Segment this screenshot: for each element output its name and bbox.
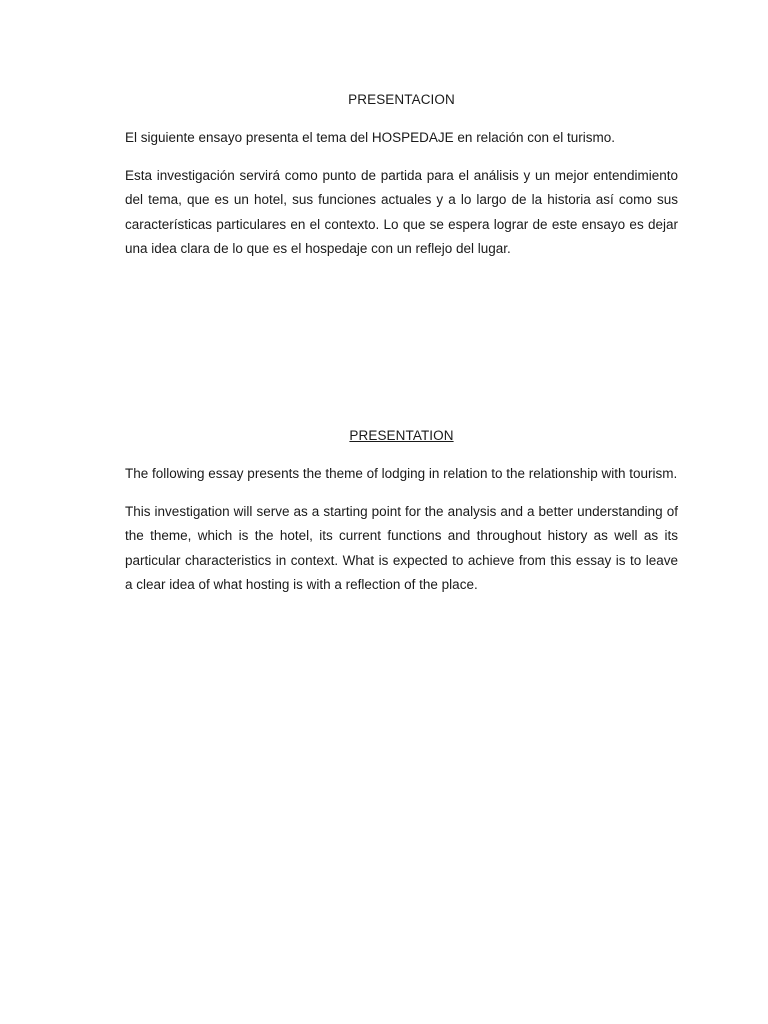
english-paragraph-1: The following essay presents the theme of lodging in relation to the relationship with tourism. <box>125 466 678 481</box>
spanish-section <box>125 90 678 275</box>
spanish-paragraph-2: Esta investigación servirá como punto de partida para el análisis y un mejor entendimiento del tema, que es un hotel, sus funciones actuales y a lo largo de la historia así como sus características particulares en el contexto. Lo que se espera lograr de este ensayo es dejar una idea clara de lo que es el hospedaje con un reflejo del lugar. <box>125 167 678 256</box>
english-paragraph-2: This investigation will serve as a starting point for the analysis and a better understanding of the theme, which is the hotel, its current functions and throughout history as well as its particular characteristics in context. What is expected to achieve from this essay is to leave a clear idea of what hosting is with a reflection of the place. <box>125 503 678 592</box>
spanish-heading: PRESENTACION <box>348 92 455 107</box>
english-heading: PRESENTATION <box>349 428 454 443</box>
english-section <box>125 426 678 611</box>
spanish-paragraph-1: El siguiente ensayo presenta el tema del HOSPEDAJE en relación con el turismo. <box>125 130 616 145</box>
